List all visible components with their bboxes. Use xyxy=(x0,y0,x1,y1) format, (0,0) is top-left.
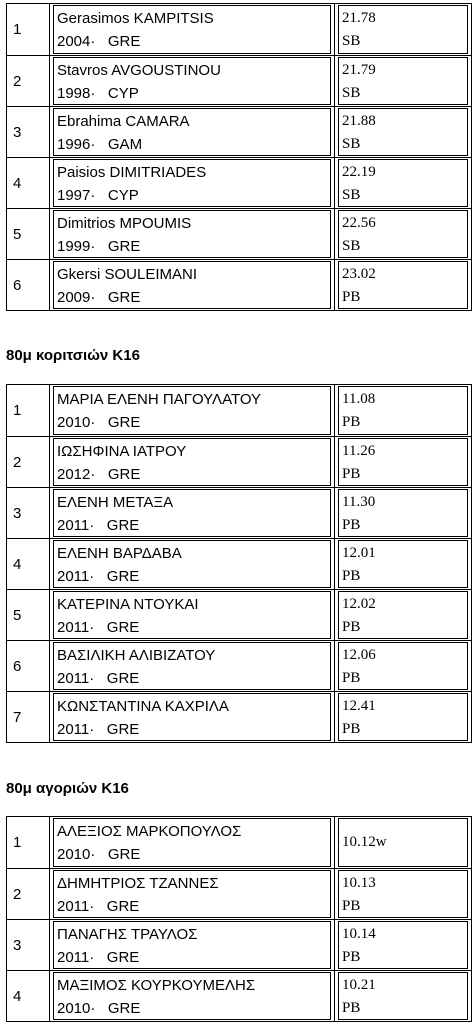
athlete-year: 2011· xyxy=(57,517,95,534)
result-time: 10.14 xyxy=(342,926,376,942)
athlete-year: 2011· xyxy=(57,898,95,915)
table-row xyxy=(7,106,471,157)
athlete-country: CYP xyxy=(107,85,139,102)
result-note: SB xyxy=(342,85,361,101)
table-row xyxy=(7,385,471,436)
athlete-year: 2004· xyxy=(57,33,96,50)
athlete-name: Dimitrios MPOUMIS xyxy=(57,215,192,232)
result-note: PB xyxy=(342,466,361,482)
athlete-year: 1997· xyxy=(57,187,96,204)
athlete-year: 2010· xyxy=(57,1000,96,1017)
rank-cell: 7 xyxy=(13,708,22,726)
athlete-name: ΑΛΕΞΙΟΣ ΜΑΡΚΟΠΟΥΛΟΣ xyxy=(57,823,242,840)
athlete-year: 2011· xyxy=(57,721,95,738)
rank-cell: 1 xyxy=(13,834,22,851)
rank-cell: 5 xyxy=(13,225,22,243)
results-table-boys xyxy=(6,816,472,1022)
result-time: 12.01 xyxy=(342,545,376,561)
table-row xyxy=(7,589,471,640)
athlete-year: 2010· xyxy=(57,846,96,863)
athlete-country: GRE xyxy=(107,33,141,50)
result-time: 21.79 xyxy=(342,62,376,78)
athlete-name: ΙΩΣΗΦΙΝΑ ΙΑΤΡΟΥ xyxy=(57,443,187,460)
athlete-name: Stavros AVGOUSTINOU xyxy=(57,62,221,79)
rank-cell: 6 xyxy=(13,657,22,675)
result-time: 21.78 xyxy=(342,10,376,26)
table-row xyxy=(7,4,471,55)
table-row xyxy=(7,691,471,742)
result-note: PB xyxy=(342,721,361,737)
table-row xyxy=(7,970,471,1021)
table-row xyxy=(7,919,471,970)
athlete-year: 2011· xyxy=(57,670,95,687)
athlete-name: ΚΑΤΕΡΙΝΑ ΝΤΟΥΚΑΙ xyxy=(57,596,199,613)
table-row xyxy=(7,817,471,868)
rank-cell: 3 xyxy=(13,936,22,954)
result-time: 11.30 xyxy=(342,494,376,510)
result-note: PB xyxy=(342,949,361,965)
athlete-name: Gkersi SOULEIMANI xyxy=(57,266,198,283)
table-row xyxy=(7,487,471,538)
rank-cell: 4 xyxy=(13,555,22,573)
results-table-top xyxy=(6,3,472,311)
result-note: SB xyxy=(342,136,361,152)
rank-cell: 3 xyxy=(13,504,22,522)
athlete-country: GRE xyxy=(107,238,141,255)
athlete-year: 2011· xyxy=(57,568,95,585)
rank-cell: 1 xyxy=(13,402,22,419)
result-time: 21.88 xyxy=(342,113,376,129)
rank-cell: 4 xyxy=(13,174,22,192)
table-row xyxy=(7,436,471,487)
rank-cell: 2 xyxy=(13,453,22,471)
section-heading-boys: 80μ αγοριών Κ16 xyxy=(6,780,129,797)
result-note: SB xyxy=(342,187,361,203)
table-row xyxy=(7,538,471,589)
athlete-name: Gerasimos KAMPITSIS xyxy=(57,10,214,27)
athlete-country: GRE xyxy=(106,568,140,585)
athlete-name: ΜΑΞΙΜΟΣ ΚΟΥΡΚΟΥΜΕΛΗΣ xyxy=(57,977,256,994)
athlete-name: ΕΛΕΝΗ ΜΕΤΑΞΑ xyxy=(57,494,174,511)
athlete-country: GAM xyxy=(107,136,143,153)
result-time: 22.56 xyxy=(342,215,376,231)
rank-cell: 2 xyxy=(13,72,22,90)
athlete-year: 1996· xyxy=(57,136,96,153)
athlete-name: ΒΑΣΙΛΙΚΗ ΑΛΙΒΙΖΑΤΟΥ xyxy=(57,647,216,664)
table-row xyxy=(7,640,471,691)
result-note: PB xyxy=(342,898,361,914)
athlete-country: GRE xyxy=(107,466,141,483)
athlete-year: 2011· xyxy=(57,619,95,636)
athlete-name: ΔΗΜΗΤΡΙΟΣ ΤΖΑΝΝΕΣ xyxy=(57,875,219,892)
section-heading-girls: 80μ κοριτσιών Κ16 xyxy=(6,347,140,364)
athlete-country: GRE xyxy=(106,670,140,687)
table-row xyxy=(7,208,471,259)
result-time: 12.41 xyxy=(342,698,376,714)
athlete-country: GRE xyxy=(106,517,140,534)
athlete-name: Ebrahima CAMARA xyxy=(57,113,190,130)
rank-cell: 5 xyxy=(13,606,22,624)
athlete-year: 2012· xyxy=(57,466,96,483)
result-time: 12.06 xyxy=(342,647,376,663)
result-time: 10.12w xyxy=(342,834,387,850)
rank-cell: 4 xyxy=(13,987,22,1005)
table-row xyxy=(7,55,471,106)
athlete-name: Paisios DIMITRIADES xyxy=(57,164,207,181)
rank-cell: 6 xyxy=(13,276,22,294)
result-time: 11.26 xyxy=(342,443,376,459)
result-note: PB xyxy=(342,1000,361,1016)
athlete-year: 2011· xyxy=(57,949,95,966)
athlete-name: ΚΩΝΣΤΑΝΤΙΝΑ ΚΑΧΡΙΛΑ xyxy=(57,698,229,715)
athlete-country: CYP xyxy=(107,187,139,204)
table-row xyxy=(7,868,471,919)
athlete-name: ΕΛΕΝΗ ΒΑΡΔΑΒΑ xyxy=(57,545,182,562)
result-time: 23.02 xyxy=(342,266,376,282)
athlete-year: 1998· xyxy=(57,85,96,102)
table-row xyxy=(7,259,471,310)
result-time: 11.08 xyxy=(342,391,376,407)
result-note: SB xyxy=(342,238,361,254)
athlete-name: ΠΑΝΑΓΗΣ ΤΡΑΥΛΟΣ xyxy=(57,926,198,943)
result-note: PB xyxy=(342,670,361,686)
result-note: PB xyxy=(342,289,361,305)
athlete-year: 2010· xyxy=(57,414,96,431)
athlete-name: ΜΑΡΙΑ ΕΛΕΝΗ ΠΑΓΟΥΛΑΤΟΥ xyxy=(57,391,262,408)
athlete-country: GRE xyxy=(106,619,140,636)
athlete-year: 2009· xyxy=(57,289,96,306)
athlete-country: GRE xyxy=(107,1000,141,1017)
result-note: PB xyxy=(342,568,361,584)
result-time: 12.02 xyxy=(342,596,376,612)
result-time: 22.19 xyxy=(342,164,376,180)
athlete-year: 1999· xyxy=(57,238,96,255)
athlete-country: GRE xyxy=(107,846,141,863)
result-time: 10.13 xyxy=(342,875,376,891)
athlete-country: GRE xyxy=(106,721,140,738)
table-row xyxy=(7,157,471,208)
result-note: PB xyxy=(342,619,361,635)
results-table-girls xyxy=(6,384,472,743)
rank-cell: 2 xyxy=(13,885,22,903)
rank-cell: 3 xyxy=(13,123,22,141)
athlete-country: GRE xyxy=(106,898,140,915)
result-note: SB xyxy=(342,33,361,49)
result-time: 10.21 xyxy=(342,977,376,993)
athlete-country: GRE xyxy=(107,414,141,431)
result-note: PB xyxy=(342,414,361,430)
rank-cell: 1 xyxy=(13,21,22,38)
athlete-country: GRE xyxy=(106,949,140,966)
result-note: PB xyxy=(342,517,361,533)
athlete-country: GRE xyxy=(107,289,141,306)
